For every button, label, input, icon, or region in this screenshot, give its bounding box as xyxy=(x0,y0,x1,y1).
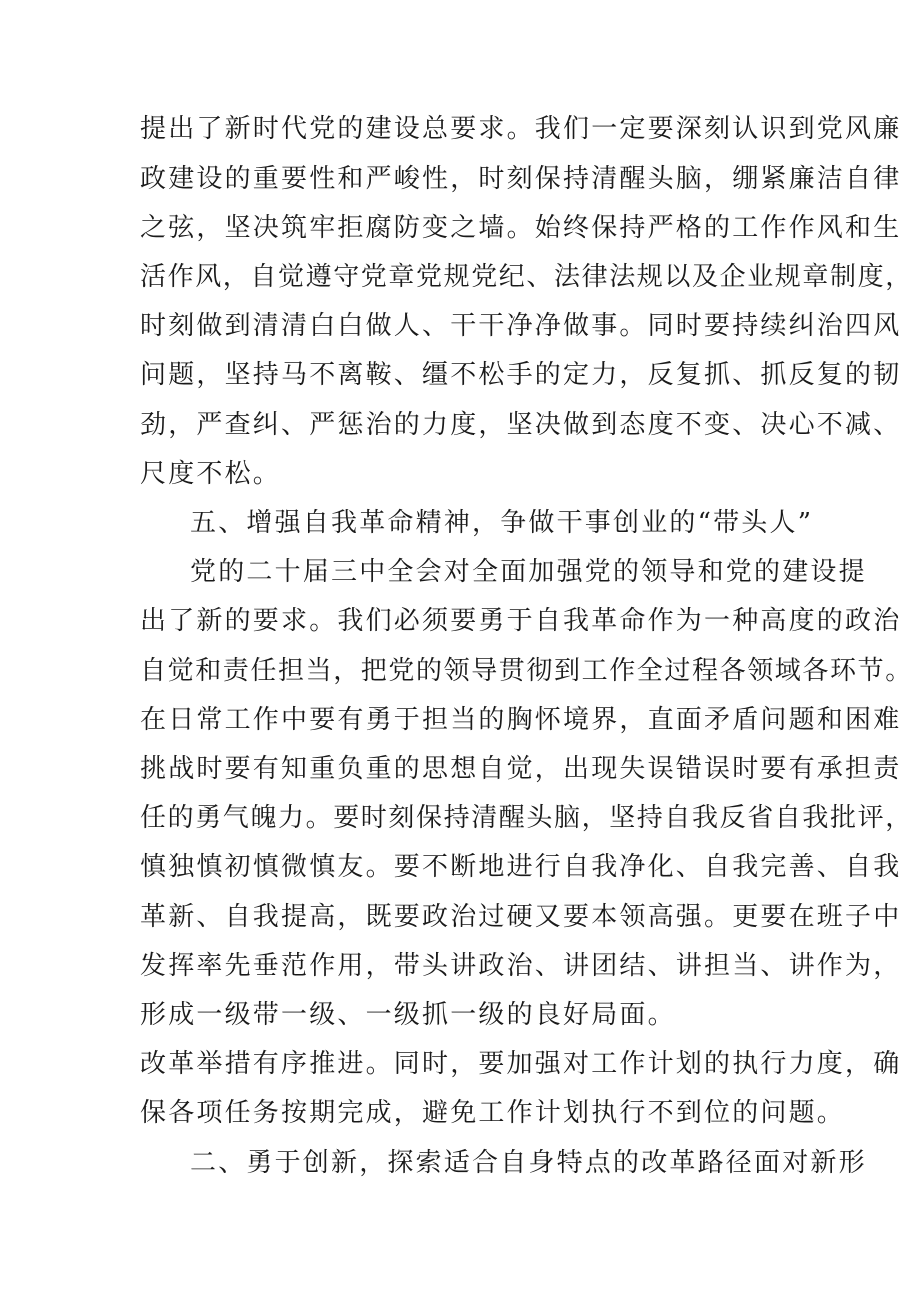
text-line: 政建设的重要性和严峻性，时刻保持清醒头脑，绷紧廉洁自律 xyxy=(140,164,902,194)
text-line: 发挥率先垂范作用，带头讲政治、讲团结、讲担当、讲作为， xyxy=(140,951,902,981)
text-line: 挑战时要有知重负重的思想自觉，出现失误错误时要有承担责 xyxy=(140,754,902,784)
text-line: 革新、自我提高，既要政治过硬又要本领高强。更要在班子中 xyxy=(140,902,902,932)
text-line: 劲，严查纠、严惩治的力度，坚决做到态度不变、决心不减、 xyxy=(140,410,902,440)
text-line: 活作风，自觉遵守党章党规党纪、法律法规以及企业规章制度， xyxy=(140,262,913,292)
text-line: 自觉和责任担当，把党的领导贯彻到工作全过程各领域各环节。 xyxy=(140,656,913,686)
text-line: 提出了新时代党的建设总要求。我们一定要深刻认识到党风廉 xyxy=(140,114,902,144)
text-line: 时刻做到清清白白做人、干干净净做事。同时要持续纠治四风 xyxy=(140,311,902,341)
text-line: 在日常工作中要有勇于担当的胸怀境界，直面矛盾问题和困难 xyxy=(140,705,902,735)
section-heading: 二、勇于创新，探索适合自身特点的改革路径面对新形 xyxy=(190,1148,867,1178)
text-line: 慎独慎初慎微慎友。要不断地进行自我净化、自我完善、自我 xyxy=(140,852,902,882)
text-line: 保各项任务按期完成，避免工作计划执行不到位的问题。 xyxy=(140,1098,846,1128)
section-heading: 五、增强自我革命精神，争做干事创业的“带头人” xyxy=(190,508,814,538)
paragraph-first-line: 党的二十届三中全会对全面加强党的领导和党的建设提 xyxy=(190,557,867,587)
text-line: 出了新的要求。我们必须要勇于自我革命作为一种高度的政治 xyxy=(140,606,902,636)
text-line: 任的勇气魄力。要时刻保持清醒头脑，坚持自我反省自我批评， xyxy=(140,803,913,833)
text-line: 之弦，坚决筑牢拒腐防变之墙。始终保持严格的工作作风和生 xyxy=(140,213,902,243)
text-line: 形成一级带一级、一级抓一级的良好局面。 xyxy=(140,1000,676,1030)
text-line: 问题，坚持马不离鞍、缰不松手的定力，反复抓、抓反复的韧 xyxy=(140,360,902,390)
text-line: 尺度不松。 xyxy=(140,459,282,489)
text-line: 改革举措有序推进。同时，要加强对工作计划的执行力度，确 xyxy=(140,1049,902,1079)
